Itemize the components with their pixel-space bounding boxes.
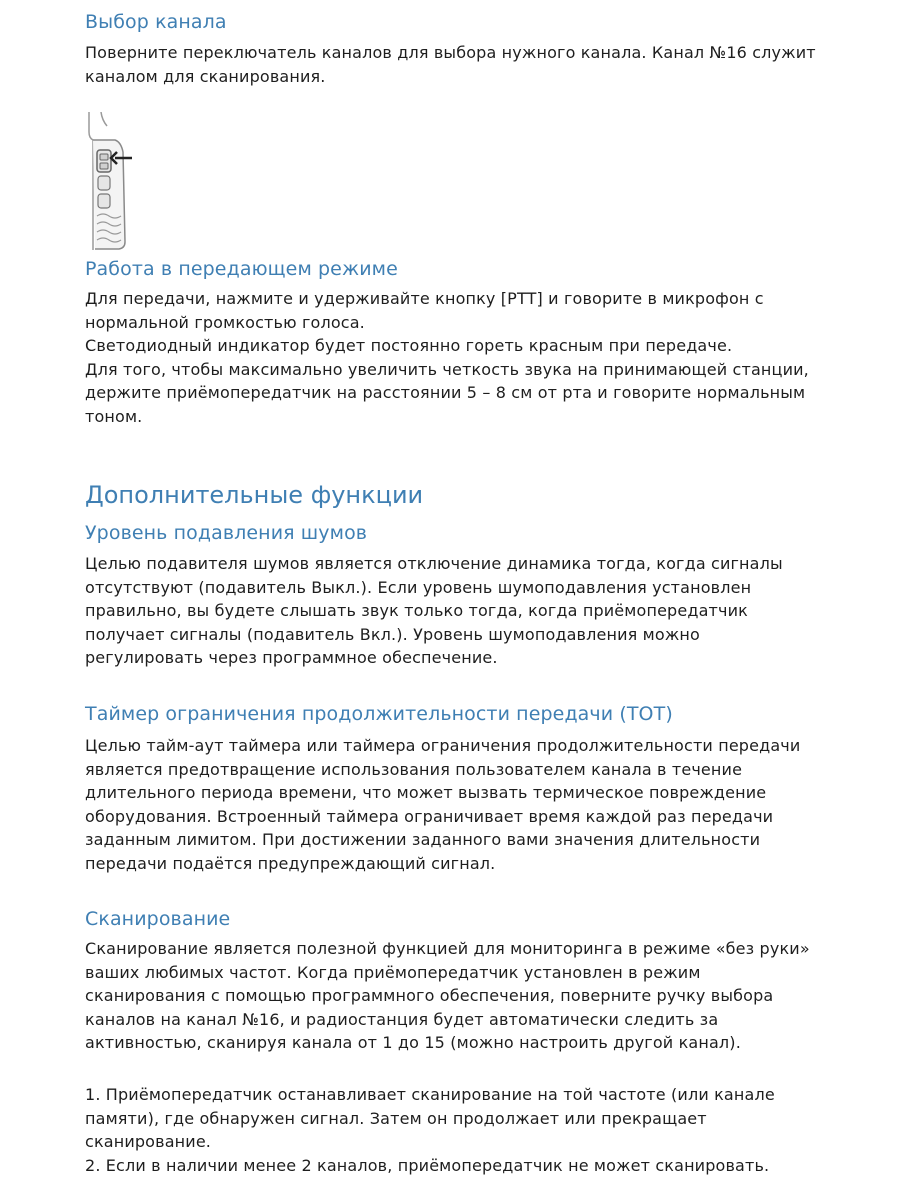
squelch-paragraph bbox=[85, 552, 783, 670]
text-line: Для того, чтобы максимально увеличить четкость звука на принимающей станции, bbox=[85, 359, 809, 379]
text-line: отсутствуют (подавитель Выкл.). Если уровень шумоподавления установлен bbox=[85, 577, 752, 597]
list-item-line: 1. Приёмопередатчик останавливает сканирование на той частоте (или канале bbox=[85, 1085, 775, 1104]
text-line: Сканирование является полезной функцией для мониторинга в режиме «без руки» bbox=[85, 939, 810, 958]
section-heading-tot: Таймер ограничения продолжительности передачи (TOT) bbox=[85, 703, 673, 725]
transmit-paragraph bbox=[85, 287, 809, 428]
text-line: нормальной громкостью голоса. bbox=[85, 312, 365, 332]
text-line: Светодиодный индикатор будет постоянно гореть красным при передаче. bbox=[85, 336, 733, 355]
list-item-line: памяти), где обнаружен сигнал. Затем он продолжает или прекращает bbox=[85, 1108, 707, 1128]
text-line: Для передачи, нажмите и удерживайте кнопку [PTT] и говорите в микрофон с bbox=[85, 289, 764, 308]
text-line: заданным лимитом. При достижении заданного вами значения длительности bbox=[85, 830, 761, 849]
channel-select-paragraph bbox=[85, 41, 816, 88]
text-line: активностью, сканируя канала от 1 до 15 (можно настроить другой канал). bbox=[85, 1033, 741, 1052]
text-line: каналом для сканирования. bbox=[85, 66, 326, 86]
text-line: ваших любимых частот. Когда приёмопередатчик установлен в режим bbox=[85, 962, 701, 982]
text-line: Поверните переключатель каналов для выбора нужного канала. Канал №16 служит bbox=[85, 43, 816, 62]
text-line: Целью подавителя шумов является отключение динамика тогда, когда сигналы bbox=[85, 554, 783, 573]
text-line: тоном. bbox=[85, 406, 143, 426]
list-item-line: сканирование. bbox=[85, 1132, 212, 1151]
text-line: получает сигналы (подавитель Вкл.). Уровень шумоподавления можно bbox=[85, 624, 700, 644]
section-heading-transmit: Работа в передающем режиме bbox=[85, 258, 398, 280]
text-line: держите приёмопередатчик на расстоянии 5 – 8 см от рта и говорите нормальным bbox=[85, 383, 806, 402]
section-heading-channel-select: Выбор канала bbox=[85, 11, 227, 33]
text-line: длительного периода времени, что может вызвать термическое повреждение bbox=[85, 783, 767, 802]
chapter-heading-extra-functions: Дополнительные функции bbox=[85, 481, 424, 509]
section-heading-scan: Сканирование bbox=[85, 908, 231, 930]
text-line: оборудования. Встроенный таймера ограничивает время каждой раз передачи bbox=[85, 806, 774, 826]
text-line: регулировать через программное обеспечение. bbox=[85, 648, 498, 667]
text-line: является предотвращение использования пользователем канала в течение bbox=[85, 759, 743, 779]
text-line: передачи подаётся предупреждающий сигнал. bbox=[85, 853, 496, 873]
text-line: правильно, вы будете слышать звук только тогда, когда приёмопередатчик bbox=[85, 601, 748, 620]
scan-list bbox=[85, 1083, 775, 1177]
text-line: каналов на канал №16, и радиостанция будет автоматически следить за bbox=[85, 1009, 719, 1029]
tot-paragraph bbox=[85, 734, 800, 875]
scan-paragraph bbox=[85, 937, 810, 1055]
list-item-line: 2. Если в наличии менее 2 каналов, приёмопередатчик не может сканировать. bbox=[85, 1155, 770, 1175]
section-heading-squelch: Уровень подавления шумов bbox=[85, 522, 368, 544]
text-line: сканирования с помощью программного обеспечения, поверните ручку выбора bbox=[85, 986, 774, 1005]
radio-channel-knob-icon bbox=[85, 112, 133, 250]
text-line: Целью тайм-аут таймера или таймера ограничения продолжительности передачи bbox=[85, 736, 801, 755]
